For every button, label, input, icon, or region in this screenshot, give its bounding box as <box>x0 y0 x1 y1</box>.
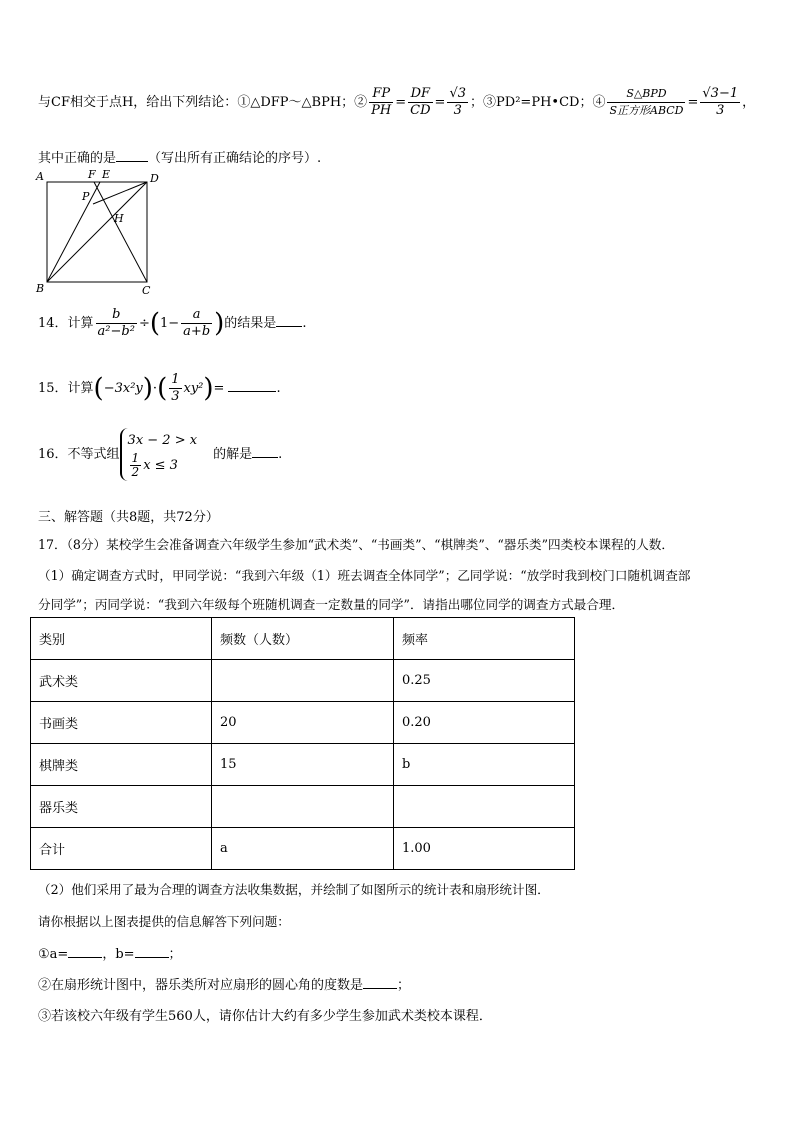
table-cell: 棋牌类 <box>31 744 212 786</box>
table-header-row <box>31 618 575 660</box>
label-a: A <box>36 170 44 183</box>
table-cell: 武术类 <box>31 660 212 702</box>
paren-left: ( <box>157 373 168 404</box>
fraction-root3-minus-1-over-3: $\frac{√3-1}{3}$ <box>702 86 739 118</box>
segment-be <box>47 182 100 282</box>
fraction-fp-ph: $\frac{FP}{PH}$ <box>371 86 392 118</box>
label-c: C <box>142 284 151 297</box>
term-1: −3x²y <box>103 381 143 396</box>
q16-suffix: 的解是 <box>213 447 253 462</box>
table-cell: 1.00 <box>394 828 575 870</box>
fraction-b-over-a2-b2: $\frac{b}{\text{a²−b²}}$ <box>97 307 135 339</box>
q13-conclusions <box>38 86 755 119</box>
paren-right: ) <box>203 373 214 404</box>
fraction-df-cd: $\frac{DF}{CD}$ <box>410 86 431 118</box>
table-cell <box>394 786 575 828</box>
table-row <box>31 660 575 702</box>
header-cell: 频数（人数） <box>212 618 394 660</box>
q15-label: 15．计算 <box>38 381 94 396</box>
separator: ， <box>742 95 756 110</box>
fraction-root3-3: $\frac{√3}{3}$ <box>449 86 467 118</box>
answer-blank-a[interactable] <box>68 945 102 958</box>
table-cell <box>212 786 394 828</box>
multiply-dot: · <box>152 381 158 396</box>
one-minus: 1− <box>160 316 180 331</box>
label-b: B <box>36 282 45 295</box>
q13-answer-line <box>38 147 321 166</box>
equals-sign: = <box>213 381 225 396</box>
question-15 <box>38 372 281 405</box>
question-16 <box>38 428 282 481</box>
separator: ； <box>470 95 484 110</box>
q17-prompt: 请你根据以上图表提供的信息解答下列问题： <box>38 914 290 929</box>
section-3-heading: 三、解答题（共8题，共72分） <box>38 510 219 525</box>
paren-left: ( <box>149 308 160 339</box>
subquestion-2-text: 在扇形统计图中，器乐类所对应扇形的圆心角的度数是 <box>51 978 364 993</box>
segment-dp <box>93 182 147 204</box>
table-cell: 20 <box>212 702 394 744</box>
q17-subquestion-3 <box>38 1005 492 1024</box>
paren-right: ) <box>214 308 225 339</box>
question-14 <box>38 307 306 340</box>
table-cell: 0.25 <box>394 660 575 702</box>
divide-sign: ÷ <box>138 316 150 331</box>
table-cell: 合计 <box>31 828 212 870</box>
separator: ； <box>397 978 411 993</box>
segment-fc <box>94 182 147 282</box>
segment-bd <box>47 182 147 282</box>
period: . <box>278 447 283 462</box>
answer-blank[interactable] <box>363 976 397 989</box>
conclusion-1-text: △DFP～△BPH； <box>250 95 355 110</box>
fraction-one-third: $\frac{1}{3}$ <box>171 372 180 404</box>
table-cell: b <box>394 744 575 786</box>
answer-blank-b[interactable] <box>135 945 169 958</box>
conclusion-4-mark: ④ <box>592 95 606 110</box>
q16-label: 16．不等式组 <box>38 447 120 462</box>
equals-sign: = <box>434 95 446 110</box>
q17-line-1: 17．（8分）某校学生会准备调查六年级学生参加“武术类”、“书画类”、“棋牌类”、“器乐类”四类校本课程的人数． <box>38 537 674 552</box>
frequency-table <box>30 617 575 870</box>
label-d: D <box>150 172 159 185</box>
header-cell: 类别 <box>31 618 212 660</box>
table-cell: 0.20 <box>394 702 575 744</box>
inequality-system <box>120 428 202 481</box>
answer-blank[interactable] <box>252 445 278 458</box>
square-figure <box>32 166 172 297</box>
conclusion-2-mark: ② <box>354 95 368 110</box>
period: . <box>276 381 281 396</box>
table-cell: 书画类 <box>31 702 212 744</box>
subquestion-2-mark: ② <box>38 978 52 993</box>
answer-blank[interactable] <box>276 314 302 327</box>
fraction-a-over-a-plus-b: $\frac{a}{a+b}$ <box>183 307 211 339</box>
label-h: H <box>114 212 124 225</box>
separator: ； <box>168 947 182 962</box>
equals-sign: = <box>395 95 407 110</box>
table-cell: 器乐类 <box>31 786 212 828</box>
conclusion-3-text: PD²=PH•CD； <box>496 95 593 110</box>
subquestion-3-mark: ③ <box>38 1009 52 1024</box>
table-row <box>31 702 575 744</box>
q14-label: 14．计算 <box>38 316 94 331</box>
period: . <box>302 316 307 331</box>
table-row <box>31 744 575 786</box>
subquestion-3-text: 若该校六年级有学生560人，请你估计大约有多少学生参加武术类校本课程． <box>51 1009 492 1024</box>
paren-right: ) <box>142 373 153 404</box>
table-row <box>31 786 575 828</box>
q17-subquestion-2 <box>38 974 410 993</box>
equals-sign: = <box>687 95 699 110</box>
answer-blank[interactable] <box>116 149 148 162</box>
table-cell <box>212 660 394 702</box>
label-p: P <box>82 190 90 203</box>
q17-line-2: （1）确定调查方式时，甲同学说：“我到六年级（1）班去调查全体同学”；乙同学说：“放学时我到校门口随机调查部 <box>38 568 691 583</box>
a-label: a= <box>49 947 69 962</box>
answer-blank[interactable] <box>228 379 276 392</box>
header-cell: 频率 <box>394 618 575 660</box>
paren-left: ( <box>93 373 104 404</box>
q13-prefix: 与CF相交于点H，给出下列结论： <box>38 95 238 110</box>
table-cell: a <box>212 828 394 870</box>
conclusion-1-mark: ① <box>237 95 251 110</box>
conclusion-3-mark: ③ <box>483 95 497 110</box>
inequality-1: 3x − 2 > x <box>127 433 198 448</box>
fraction-area-ratio: $\frac{\text{S△BPD}}{\text{S正方形ABCD}}$ <box>609 87 684 117</box>
q13-answer-hint: （写出所有正确结论的序号）. <box>148 151 322 166</box>
q14-suffix: 的结果是 <box>224 316 277 331</box>
table-cell: 15 <box>212 744 394 786</box>
q13-answer-prompt: 其中正确的是 <box>38 151 117 166</box>
subquestion-1-mark: ① <box>38 947 50 962</box>
table-row <box>31 828 575 870</box>
q17-subquestion-1 <box>38 943 182 962</box>
label-f: F <box>88 168 96 181</box>
term-2: xy² <box>183 381 204 396</box>
q17-part-2: （2）他们采用了最为合理的调查方法收集数据，并绘制了如图所示的统计表和扇形统计图． <box>38 882 550 897</box>
inequality-2: $\frac{1}{2}$ x ≤ 3 <box>131 451 178 479</box>
b-label: ，b= <box>102 947 135 962</box>
q17-line-3: 分同学”；丙同学说：“我到六年级每个班随机调查一定数量的同学”．请指出哪位同学的调查方式最合理． <box>38 597 625 612</box>
label-e: E <box>102 168 111 181</box>
